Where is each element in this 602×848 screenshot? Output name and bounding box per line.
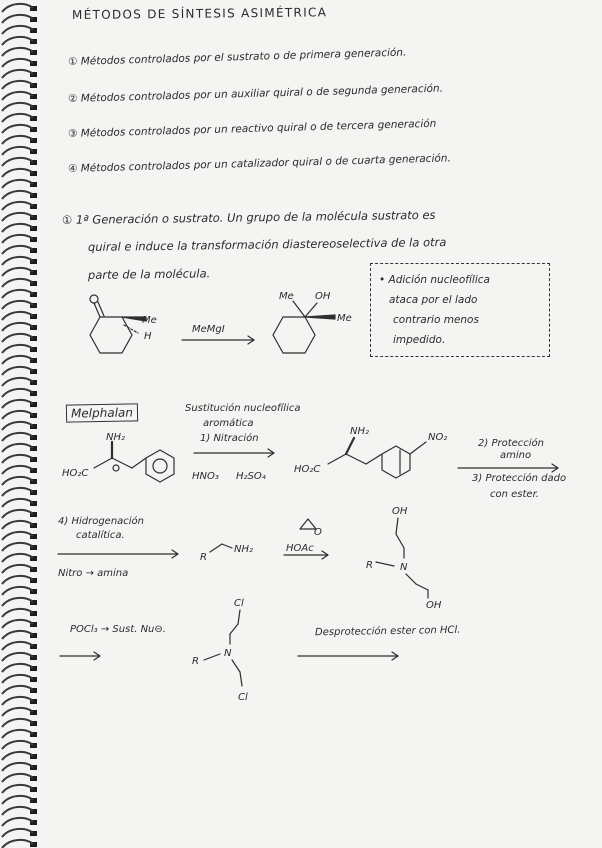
section1-line-2: quiral e induce la transformación diastereoselectiva de la otra [87,234,447,254]
note-box [370,263,550,357]
epoxide-arrow [282,515,342,570]
amine-nh2-label: NH₂ [234,544,254,555]
nitro-nh2-label: NH₂ [350,426,370,437]
method-item-3: ③ Métodos controlados por un reactivo quiral o de tercera generación [67,117,437,140]
phe-nh2-label: NH₂ [106,432,126,443]
step2-label-b: amino [500,450,532,461]
step2-label-a: 2) Protección [478,438,545,449]
nitration-arrow [190,447,280,487]
nitration-reagent-a: HNO₃ [192,471,219,482]
diethanolamine-structure [362,500,452,610]
product-cyclohexanol-structure [265,285,375,370]
substrate-me-label: Me [142,315,157,326]
step4-title-1: 4) Hidrogenación [58,516,145,527]
spiral-binding [0,0,52,848]
melphalan-step-title-2: aromática [203,418,254,429]
melphalan-label: Melphalan [66,403,138,422]
step5-reagent: POCl₃ → Sust. Nu⊖. [70,624,166,635]
mustard-cl-bottom: Cl [238,692,248,703]
note-line-4: impedido. [393,334,446,346]
deprotection-arrow [296,650,406,664]
substrate-cyclohexanone-structure [80,295,180,375]
page-title: MÉTODOS DE SÍNTESIS ASIMÉTRICA [71,5,328,22]
nitro-no2-label: NO₂ [428,432,448,443]
melphalan-step-sub: 1) Nitración [200,433,259,444]
step3-label-b: con ester. [490,489,539,500]
hydrogenation-arrow [56,548,186,562]
diol-oh-bottom: OH [426,600,442,611]
diol-oh-top: OH [392,506,408,517]
diol-r-label: R [366,560,373,571]
note-line-2: ataca por el lado [389,294,478,306]
step5-final-label: Desprotección ester con HCl. [314,624,461,639]
method-item-2: ② Métodos controlados por un auxiliar quiral o de segunda generación. [67,82,444,105]
mustard-r-label: R [192,656,199,667]
substrate-h-label: H [144,331,152,342]
note-line-1: • Adición nucleofílica [379,274,490,286]
mustard-cl-top: Cl [234,598,244,609]
note-line-3: contrario menos [393,314,479,326]
step4-title-2: catalítica. [76,530,125,541]
epoxide-reagent: HOAc [286,543,314,554]
product-oh-label: OH [315,291,331,302]
epoxide-o-label: O [314,527,322,538]
mustard-n-label: N [224,648,232,659]
nitrophenylalanine-structure [292,420,472,490]
nitro-ho2c-label: HO₂C [294,464,321,475]
method-item-1: ① Métodos controlados por el sustrato o de primera generación. [67,46,407,68]
product-me-label: Me [279,291,294,302]
chlorination-arrow [58,650,108,664]
melphalan-step-title-1: Sustitución nucleofílica [185,403,301,414]
amine-structure [196,530,276,570]
phe-ho2c-label: HO₂C [62,468,89,479]
section1-line-3: parte de la molécula. [87,266,211,282]
step3-label-a: 3) Protección dado [472,473,567,484]
diol-n-label: N [400,562,408,573]
reaction1-reagent: MeMgI [192,324,225,335]
section1-line-1: ① 1ª Generación o sustrato. Un grupo de la molécula sustrato es [61,207,436,227]
phenylalanine-structure [60,430,190,490]
nitrogen-mustard-structure [182,590,272,710]
method-item-4: ④ Métodos controlados por un catalizador quiral o de cuarta generación. [67,152,452,175]
reaction1-arrow [178,318,258,348]
nitration-reagent-b: H₂SO₄ [236,471,266,482]
product-side-me-label: Me [337,313,352,324]
step4-under-label: Nitro → amina [58,568,129,579]
amine-r-label: R [200,552,207,563]
